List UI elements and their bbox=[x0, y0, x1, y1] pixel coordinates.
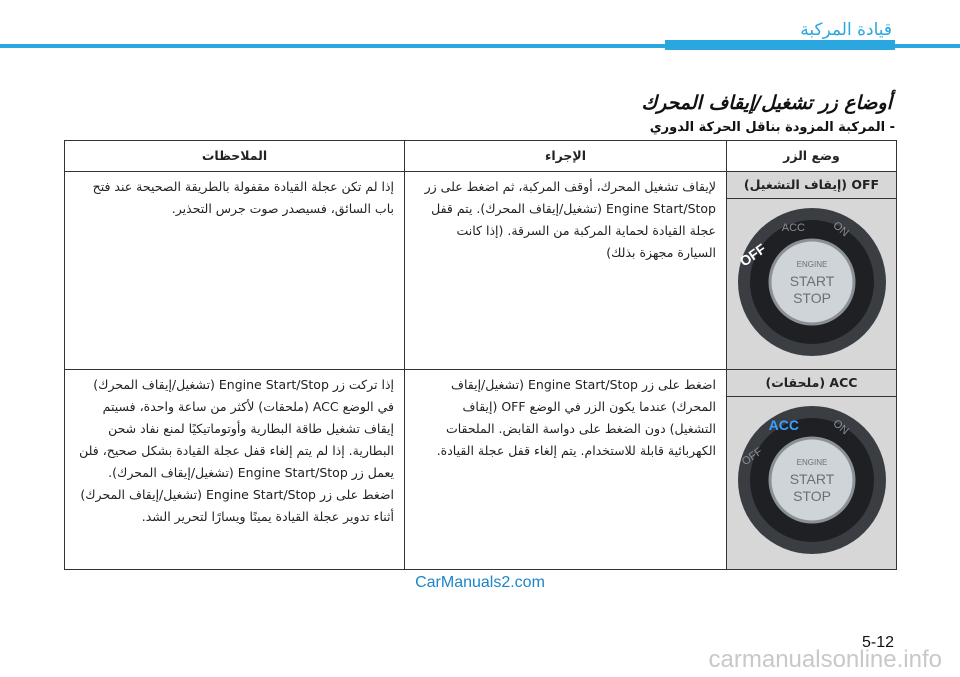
button-positions-table bbox=[64, 140, 897, 570]
page-subtitle: - المركبة المزودة بناقل الحركة الدوري bbox=[649, 120, 895, 135]
engine-button-off-image bbox=[737, 207, 887, 357]
position-cell-off bbox=[727, 172, 897, 370]
notes-cell: إذا تركت زر Engine Start/Stop (تشغيل/إيقاف المحرك) في الوضع ACC (ملحقات) لأكثر من ساعة واحدة، فسيتم إيقاف تشغيل طاقة البطارية وأوتوماتيكيًا لمنع نفاد شحن البطارية. إذا لم يتم إلغاء قفل عجلة القيادة بشكل صحيح، فلن يعمل زر Engine Start/Stop (تشغيل/إيقاف المحرك). اضغط على زر Engine Start/Stop (تشغيل/إيقاف المحرك) أثناء تدوير عجلة القيادة يمينًا ويسارًا لتحرير الشد. bbox=[65, 370, 405, 570]
button-line1: ENGINE bbox=[796, 458, 827, 467]
ring-label-on: ON bbox=[829, 417, 851, 438]
ring-label-acc: ACC bbox=[781, 222, 805, 234]
action-cell: لإيقاف تشغيل المحرك، أوقف المركبة، ثم اضغط على زر Engine Start/Stop (تشغيل/إيقاف المحرك). يتم قفل عجلة القيادة لحماية المركبة من السرقة. (إذا كانت السيارة مجهزة بذلك) bbox=[405, 172, 727, 370]
ring-label-off-active: OFF bbox=[736, 240, 769, 270]
engine-button-acc-image bbox=[737, 405, 887, 555]
position-label: ACC (ملحقات) bbox=[727, 370, 896, 397]
header-action: الإجراء bbox=[405, 141, 727, 172]
position-cell-acc bbox=[727, 370, 897, 570]
action-cell: اضغط على زر Engine Start/Stop (تشغيل/إيقاف المحرك) عندما يكون الزر في الوضع OFF (إيقاف التشغيل) دون الضغط على دواسة القابض. الملحقات الكهربائية قابلة للاستخدام. يتم إلغاء قفل عجلة القيادة. bbox=[405, 370, 727, 570]
ring-label-on: ON bbox=[829, 219, 851, 240]
page-title: أوضاع زر تشغيل/إيقاف المحرك bbox=[641, 92, 892, 114]
button-line2: START bbox=[789, 273, 834, 289]
section-header: قيادة المركبة bbox=[800, 20, 892, 40]
header-rule bbox=[0, 44, 960, 48]
page-number: 5-12 bbox=[861, 634, 894, 651]
position-label: OFF (إيقاف التشغيل) bbox=[727, 172, 896, 199]
ring-label-acc-active: ACC bbox=[768, 417, 799, 433]
button-line2: START bbox=[789, 471, 834, 487]
table-row bbox=[65, 370, 897, 570]
button-line1: ENGINE bbox=[796, 260, 827, 269]
footer-watermark: carmanualsonline.info bbox=[708, 646, 942, 673]
ring-label-off: OFF bbox=[739, 445, 765, 469]
button-line3: STOP bbox=[792, 488, 831, 504]
header-position: وضع الزر bbox=[727, 141, 897, 172]
watermark-link[interactable]: CarManuals2.com bbox=[415, 574, 545, 591]
notes-cell: إذا لم تكن عجلة القيادة مقفولة بالطريقة الصحيحة عند فتح باب السائق، فسيصدر صوت جرس التحذير. bbox=[65, 172, 405, 370]
table-row bbox=[65, 172, 897, 370]
header-notes: الملاحظات bbox=[65, 141, 405, 172]
button-line3: STOP bbox=[792, 290, 831, 306]
